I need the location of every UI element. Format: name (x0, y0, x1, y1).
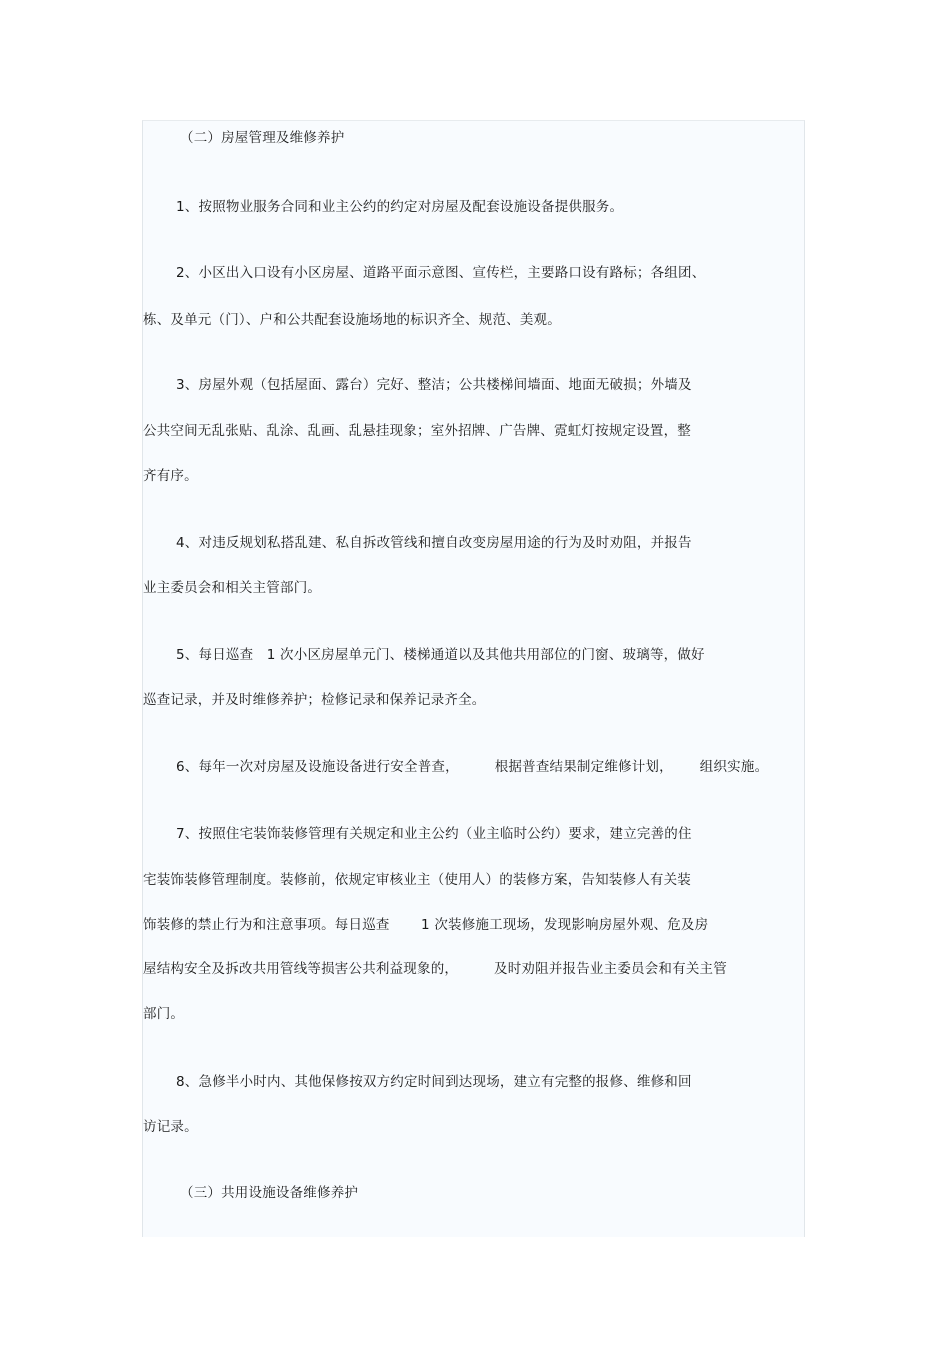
document-page (142, 120, 805, 1237)
section-heading-3: （三）共用设施设备维修养护 (180, 1185, 359, 1201)
paragraph-5-line-1: 5、每日巡查 1 次小区房屋单元门、楼梯通道以及其他共用部位的门窗、玻璃等，做好 (176, 647, 705, 663)
paragraph-6-line-1: 6、每年一次对房屋及设施设备进行安全普查， 根据普查结果制定维修计划， 组织实施。 (176, 759, 769, 775)
paragraph-7-line-5: 部门。 (143, 1006, 185, 1022)
paragraph-8-line-1: 8、急修半小时内、其他保修按双方约定时间到达现场，建立有完整的报修、维修和回 (176, 1074, 692, 1090)
paragraph-2-line-2: 栋、及单元（门）、户和公共配套设施场地的标识齐全、规范、美观。 (143, 312, 561, 328)
paragraph-7-line-3: 饰装修的禁止行为和注意事项。每日巡查 1 次装修施工现场，发现影响房屋外观、危及房 (143, 917, 709, 933)
paragraph-3-line-2: 公共空间无乱张贴、乱涂、乱画、乱悬挂现象；室外招牌、广告牌、霓虹灯按规定设置，整 (143, 423, 691, 439)
paragraph-7-line-4: 屋结构安全及拆改共用管线等损害公共利益现象的， 及时劝阻并报告业主委员会和有关主管 (143, 961, 727, 977)
paragraph-8-line-2: 访记录。 (143, 1119, 198, 1135)
paragraph-5-line-2: 巡查记录，并及时维修养护；检修记录和保养记录齐全。 (143, 692, 486, 708)
paragraph-4-line-2: 业主委员会和相关主管部门。 (143, 580, 322, 596)
paragraph-7-line-1: 7、按照住宅装饰装修管理有关规定和业主公约（业主临时公约）要求，建立完善的住 (176, 826, 692, 842)
section-heading-2: （二）房屋管理及维修养护 (180, 130, 345, 146)
paragraph-7-line-2: 宅装饰装修管理制度。装修前，依规定审核业主（使用人）的装修方案，告知装修人有关装 (143, 872, 691, 888)
paragraph-3-line-1: 3、房屋外观（包括屋面、露台）完好、整洁；公共楼梯间墙面、地面无破损；外墙及 (176, 377, 692, 393)
paragraph-1-line-1: 1、按照物业服务合同和业主公约的约定对房屋及配套设施设备提供服务。 (176, 199, 624, 215)
paragraph-3-line-3: 齐有序。 (143, 468, 198, 484)
paragraph-4-line-1: 4、对违反规划私搭乱建、私自拆改管线和擅自改变房屋用途的行为及时劝阻，并报告 (176, 535, 692, 551)
paragraph-2-line-1: 2、小区出入口设有小区房屋、道路平面示意图、宣传栏，主要路口设有路标；各组团、 (176, 265, 706, 281)
